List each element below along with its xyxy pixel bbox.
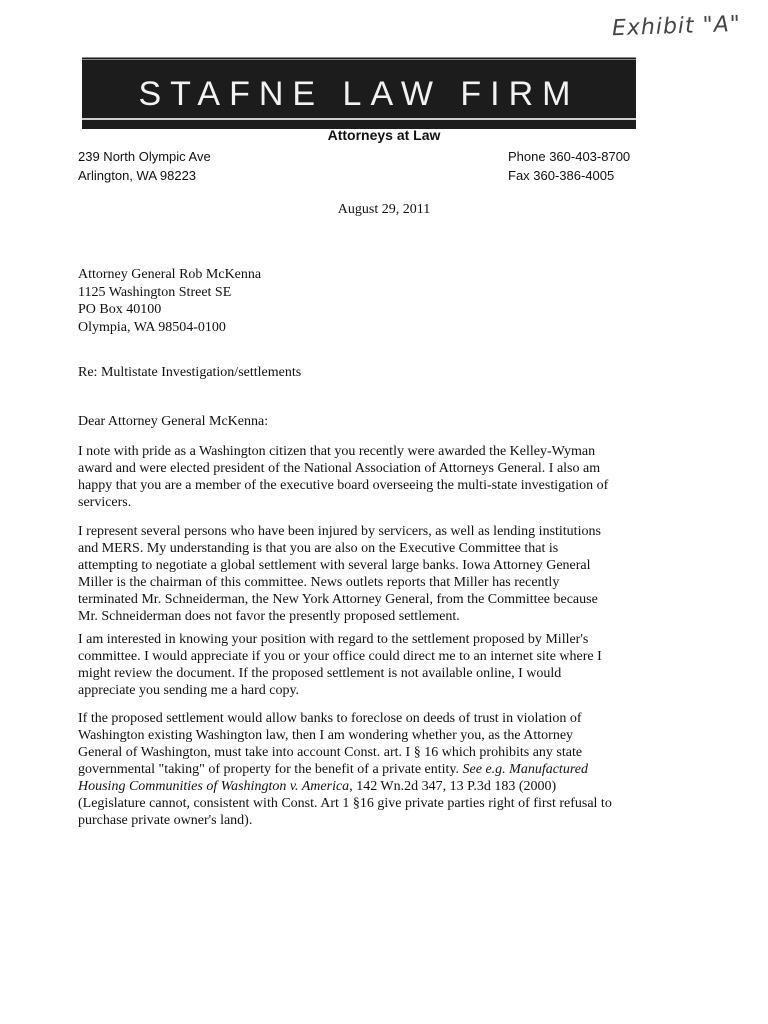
phone-number: Phone 360-403-8700 xyxy=(508,149,631,164)
text-line: I am interested in knowing your position with regard to the settlement proposed by Miller's xyxy=(78,632,589,647)
text-line: If the proposed settlement would allow banks to foreclose on deeds of trust in violation of xyxy=(78,711,582,726)
text-line xyxy=(78,778,638,795)
text-run: , 142 Wn.2d 347, 13 P.3d 183 (2000) xyxy=(349,779,557,794)
firm-address xyxy=(78,147,211,185)
text-line: Mr. Schneiderman does not favor the presently proposed settlement. xyxy=(78,609,460,624)
text-line: Washington existing Washington law, then I am wondering whether you, as the Attorney xyxy=(78,728,574,743)
paragraph-1 xyxy=(78,443,638,511)
exhibit-annotation: Exhibit "A" xyxy=(611,11,742,42)
recipient-line: 1125 Washington Street SE xyxy=(78,284,232,300)
recipient-line: PO Box 40100 xyxy=(78,302,162,317)
citation-signal: See e.g. Manufactured xyxy=(462,762,588,777)
paragraph-4 xyxy=(78,710,638,829)
fax-number: Fax 360-386-4005 xyxy=(508,168,615,183)
address-line: 239 North Olympic Ave xyxy=(78,149,211,164)
text-run: governmental "taking" of property for the benefit of a private entity. xyxy=(78,762,463,777)
text-line: committee. I would appreciate if you or your office could direct me to an internet site where I xyxy=(78,649,602,664)
letter-date: August 29, 2011 xyxy=(337,202,431,217)
text-line: appreciate you sending me a hard copy. xyxy=(78,683,300,698)
text-line: servicers. xyxy=(78,495,132,510)
address-line: Arlington, WA 98223 xyxy=(78,168,197,183)
text-line xyxy=(78,761,638,778)
text-line: and MERS. My understanding is that you are also on the Executive Committee that is xyxy=(78,541,559,556)
firm-tagline: Attorneys at Law xyxy=(327,127,441,143)
recipient-line: Attorney General Rob McKenna xyxy=(78,267,262,282)
text-line: attempting to negotiate a global settlement with several large banks. Iowa Attorney General xyxy=(78,558,591,573)
firm-contact xyxy=(508,147,630,185)
paragraph-3 xyxy=(78,631,638,699)
salutation: Dear Attorney General McKenna: xyxy=(78,414,269,429)
text-line: terminated Mr. Schneiderman, the New York Attorney General, from the Committee because xyxy=(78,592,598,607)
case-name: Housing Communities of Washington v. America xyxy=(78,779,350,794)
firm-name: STAFNE LAW FIRM xyxy=(138,75,580,113)
recipient-block xyxy=(78,266,261,336)
banner-rule xyxy=(82,118,636,120)
re-line: Re: Multistate Investigation/settlements xyxy=(78,365,302,380)
text-line: Miller is the chairman of this committee. News outlets reports that Miller has recently xyxy=(78,575,560,590)
paragraph-2 xyxy=(78,523,638,625)
text-line: might review the document. If the proposed settlement is not available online, I would xyxy=(78,666,562,681)
text-line: award and were elected president of the National Association of Attorneys General. I also am xyxy=(78,461,601,476)
recipient-line: Olympia, WA 98504-0100 xyxy=(78,319,226,335)
text-line: happy that you are a member of the executive board overseeing the multi-state investigation of xyxy=(78,478,609,493)
text-line: purchase private owner's land). xyxy=(78,813,253,828)
text-line: I represent several persons who have been injured by servicers, as well as lending institutions xyxy=(78,524,601,539)
text-line: General of Washington, must take into account Const. art. I § 16 which prohibits any state xyxy=(78,745,583,760)
text-line: I note with pride as a Washington citizen that you recently were awarded the Kelley-Wyman xyxy=(78,444,596,459)
text-line: (Legislature cannot, consistent with Const. Art 1 §16 give private parties right of first refusal to xyxy=(78,796,612,811)
